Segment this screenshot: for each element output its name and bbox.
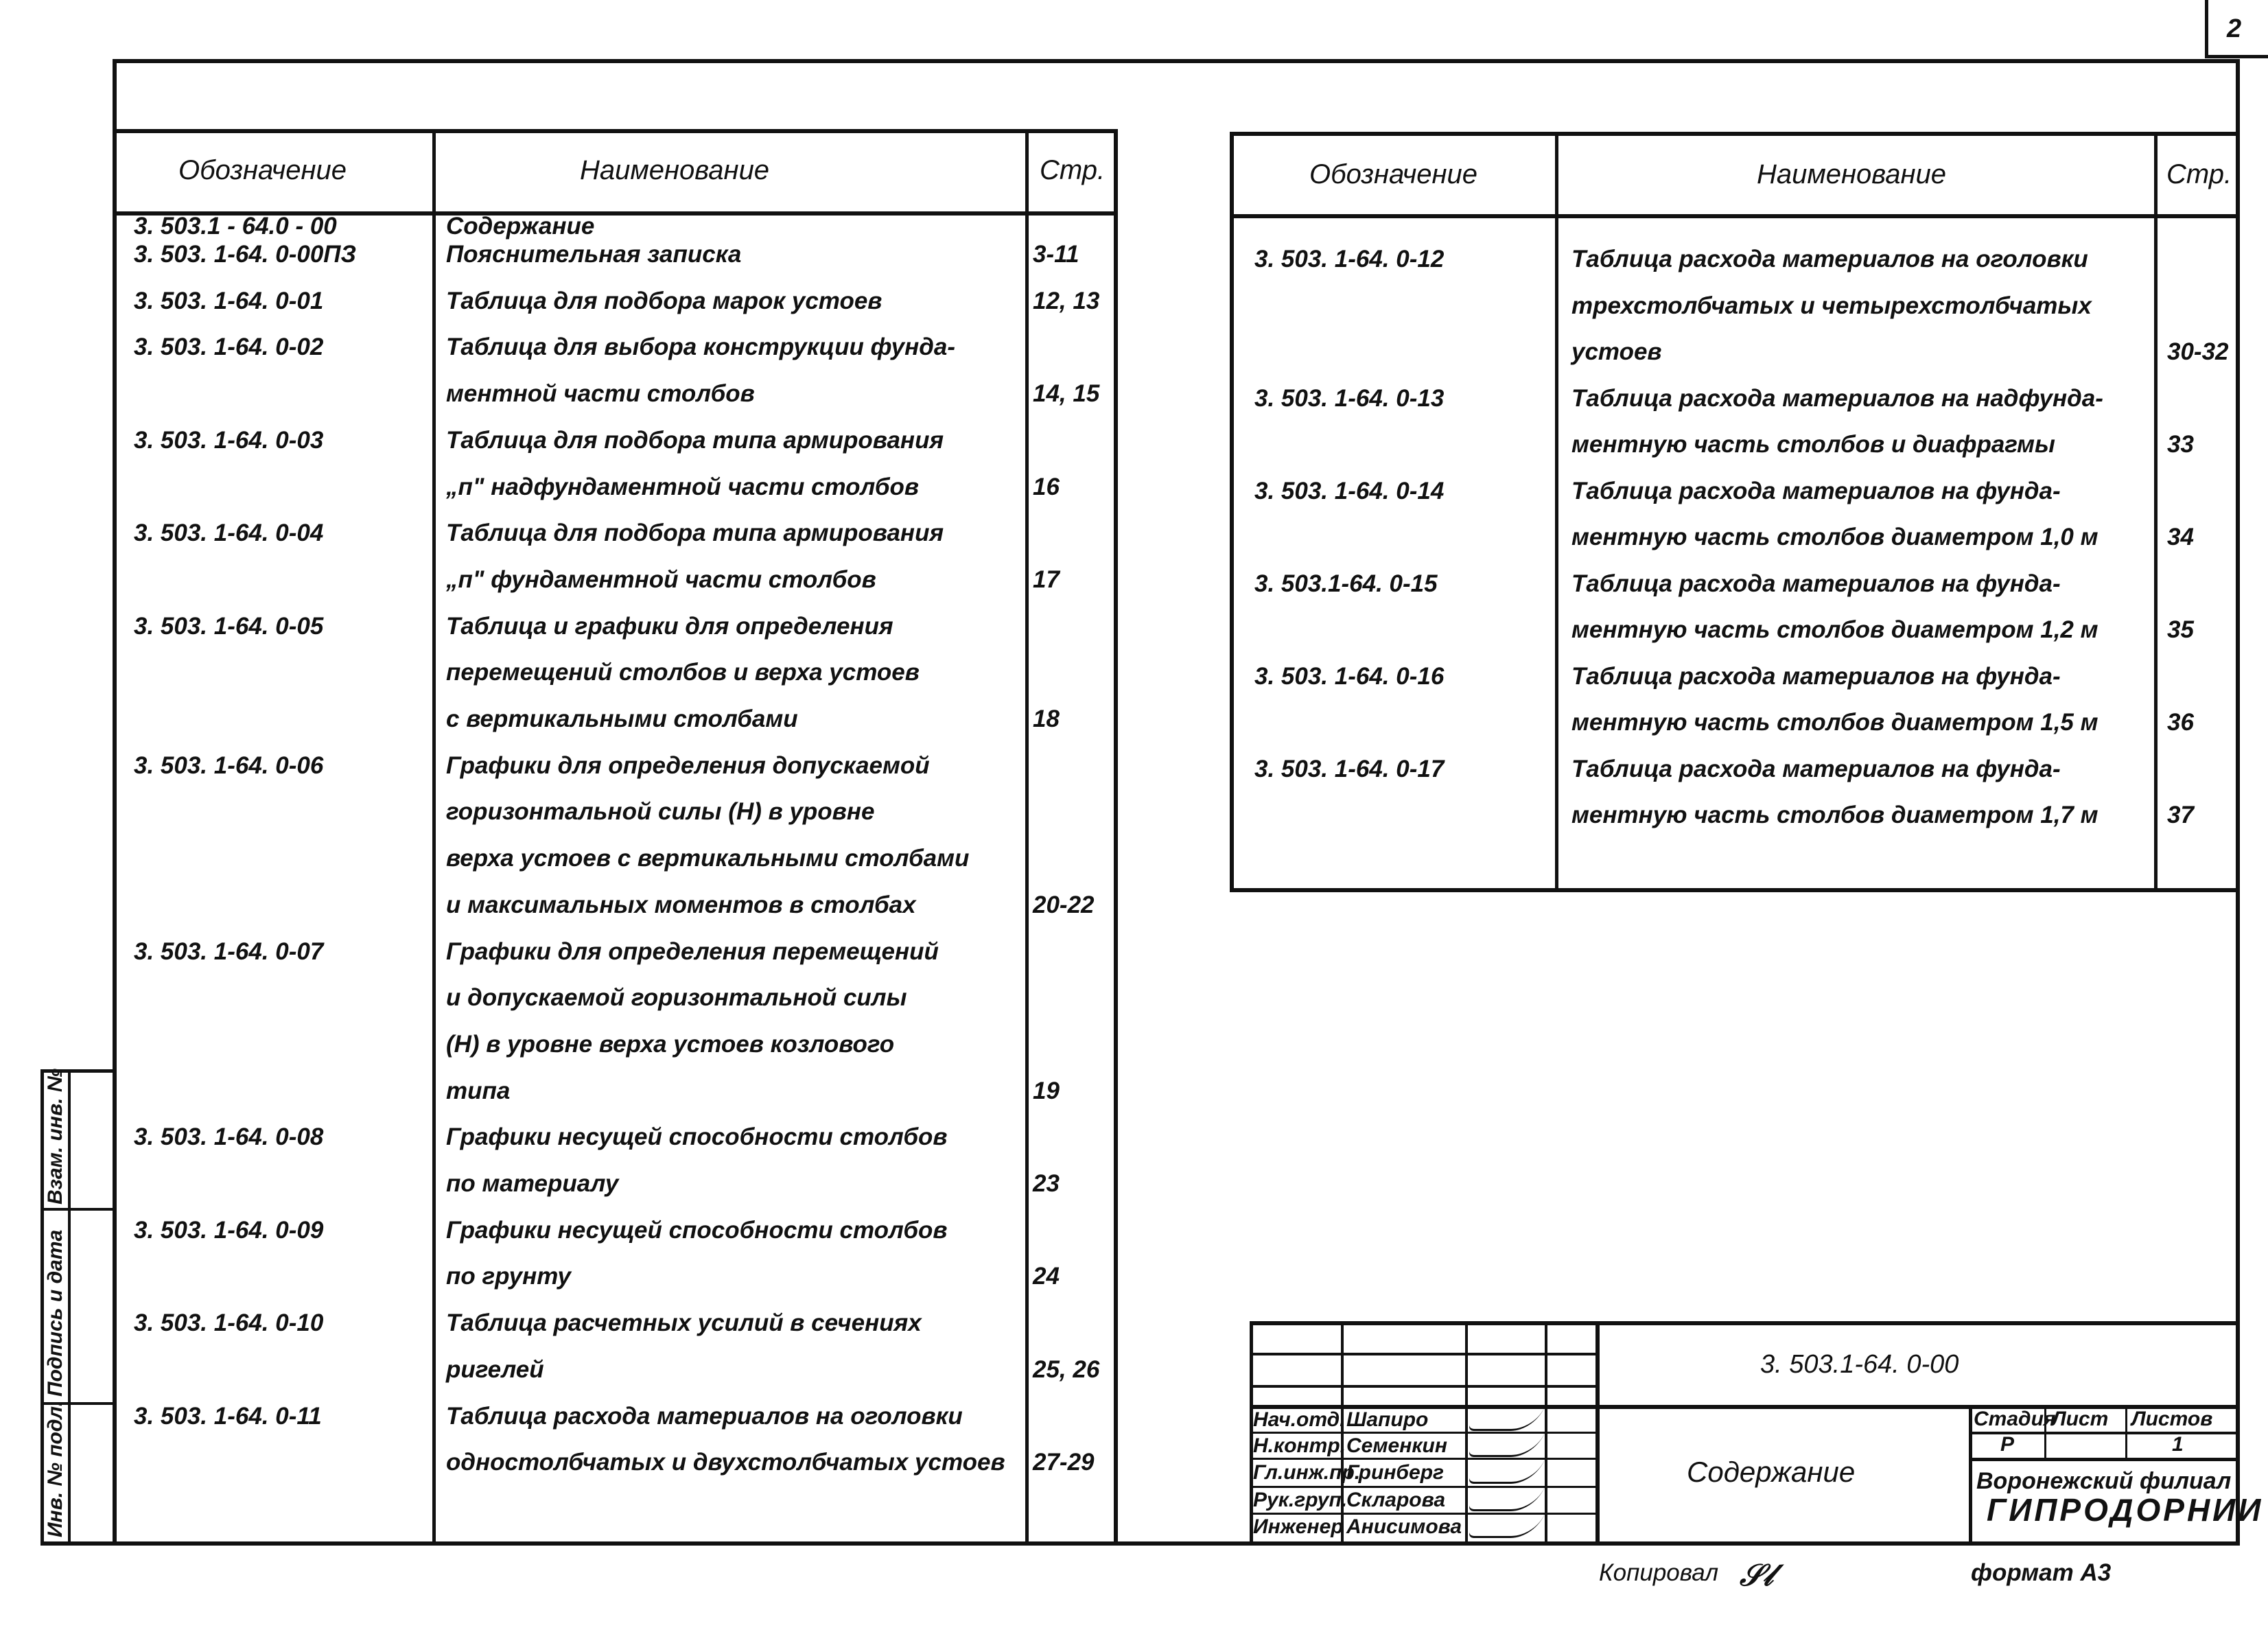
entry-name-line: горизонтальной силы (Н) в уровне [446, 798, 875, 826]
entry-name-line: Таблица расхода материалов на фунда- [1571, 662, 2061, 690]
entry-name-line: Содержание [446, 213, 595, 240]
organization-branch: Воронежский филиал [1976, 1468, 2232, 1494]
entry-page: 34 [2167, 524, 2194, 550]
entry-name-line: Таблица расхода материалов на оголовки [446, 1402, 963, 1430]
staff-role: Нач.отд. [1253, 1408, 1346, 1431]
entry-code: 3. 503. 1-64. 0-01 [134, 287, 324, 314]
signature-icon [1467, 1406, 1545, 1431]
entry-page: 33 [2167, 431, 2194, 458]
entry-code: 3. 503. 1-64. 0-05 [134, 612, 324, 640]
entry-code: 3. 503. 1-64. 0-02 [134, 334, 324, 361]
entry-page: 36 [2167, 709, 2194, 736]
entry-page: 25, 26 [1033, 1355, 1100, 1383]
entry-name-line: ментной части столбов [446, 380, 755, 408]
right-table-header-name: Наименование [1757, 159, 1947, 189]
staff-name: Анисимова [1346, 1515, 1462, 1538]
entry-name-line: одностолбчатых и двухстолбчатых устоев [446, 1449, 1005, 1476]
sheets-label: Листов [2131, 1408, 2213, 1430]
entry-name-line: и допускаемой горизонтальной силы [446, 984, 907, 1012]
copied-by-label: Копировал [1599, 1559, 1719, 1586]
entry-page: 16 [1033, 473, 1060, 500]
entry-name-line: устоев [1571, 338, 1662, 365]
entry-name-line: перемещений столбов и верха устоев [446, 659, 920, 686]
staff-role: Инженер [1253, 1515, 1344, 1538]
entry-page: 12, 13 [1033, 287, 1100, 314]
entry-name-line: с вертикальными столбами [446, 706, 798, 732]
side-stamp-signature-date: Подпись и дата [44, 1229, 67, 1397]
left-table-header-name: Наименование [580, 155, 770, 185]
entry-code: 3. 503. 1-64. 0-17 [1254, 755, 1445, 782]
entry-code: 3. 503. 1-64. 0-07 [134, 938, 324, 965]
entry-code: 3. 503. 1-64. 0-08 [134, 1123, 324, 1151]
side-stamp-replacement: Взам. инв. № [44, 1068, 67, 1204]
entry-page: 18 [1033, 706, 1060, 732]
entry-name-line: „п" фундаментной части столбов [446, 566, 876, 593]
entry-name-line: Графики несущей способности столбов [446, 1216, 948, 1244]
sheets-value: 1 [2172, 1433, 2184, 1456]
entry-name-line: ментную часть столбов диаметром 1,0 м [1571, 524, 2099, 550]
right-table-header-page: Стр. [2166, 159, 2232, 189]
entry-page: 35 [2167, 616, 2194, 643]
entry-code: 3. 503. 1-64. 0-04 [134, 520, 324, 547]
entry-code: 3. 503. 1-64. 0-09 [134, 1216, 324, 1244]
left-table-header-code: Обозначение [178, 155, 347, 185]
entry-page: 20-22 [1033, 891, 1095, 918]
staff-role: Рук.груп. [1253, 1489, 1348, 1511]
staff-name: Скларова [1346, 1489, 1446, 1511]
entry-code: 3. 503.1 - 64.0 - 00 [134, 213, 337, 240]
entry-name-line: (Н) в уровне верха устоев козлового [446, 1030, 895, 1058]
entry-name-line: Таблица для подбора типа армирования [446, 426, 944, 454]
entry-page: 23 [1033, 1170, 1060, 1197]
title-block-title: Содержание [1687, 1456, 1856, 1488]
entry-name-line: Пояснительная записка [446, 241, 742, 268]
sheet-format: формат А3 [1971, 1559, 2112, 1586]
signature-icon [1467, 1513, 1545, 1538]
entry-name-line: Графики несущей способности столбов [446, 1123, 948, 1151]
entry-name-line: Графики для определения перемещений [446, 938, 939, 965]
staff-name: Гринберг [1346, 1461, 1445, 1484]
entry-code: 3. 503. 1-64. 0-11 [134, 1402, 322, 1430]
sheet-number: 2 [2227, 14, 2242, 43]
entry-name-line: Таблица и графики для определения [446, 612, 893, 640]
entry-name-line: Таблица для подбора марок устоев [446, 287, 882, 314]
entry-name-line: Таблица для выбора конструкции фунда- [446, 334, 956, 361]
entry-name-line: „п" надфундаментной части столбов [446, 473, 920, 500]
signature-icon [1467, 1458, 1545, 1484]
entry-code: 3. 503. 1-64. 0-16 [1254, 662, 1445, 690]
entry-name-line: по материалу [446, 1170, 619, 1197]
entry-page: 37 [2167, 802, 2194, 828]
signature-icon [1467, 1432, 1545, 1457]
entry-page: 27-29 [1033, 1449, 1095, 1476]
entry-name-line: Таблица расхода материалов на надфунда- [1571, 384, 2103, 412]
signature-icon [1467, 1486, 1545, 1511]
entry-page: 30-32 [2167, 338, 2229, 365]
entry-page: 24 [1033, 1263, 1060, 1290]
entry-name-line: Графики для определения допускаемой [446, 752, 930, 779]
entry-code: 3. 503. 1-64. 0-10 [134, 1309, 324, 1337]
entry-name-line: трехстолбчатых и четырехстолбчатых [1571, 292, 2092, 319]
entry-page: 17 [1033, 566, 1060, 593]
copier-signature-icon: 𝒮𝓁 [1740, 1558, 1773, 1593]
entry-name-line: Таблица расчетных усилий в сечениях [446, 1309, 922, 1337]
entry-name-line: Таблица расхода материалов на оголовки [1571, 246, 2088, 272]
entry-name-line: ментную часть столбов диаметром 1,7 м [1571, 802, 2099, 828]
entry-name-line: Таблица расхода материалов на фунда- [1571, 570, 2061, 597]
entry-code: 3. 503. 1-64. 0-03 [134, 426, 324, 454]
entry-name-line: ментную часть столбов диаметром 1,2 м [1571, 616, 2099, 643]
staff-role: Н.контр. [1253, 1434, 1346, 1457]
entry-name-line: ментную часть столбов и диафрагмы [1571, 431, 2055, 458]
entry-code: 3. 503. 1-64. 0-12 [1254, 246, 1445, 272]
staff-name: Семенкин [1346, 1434, 1447, 1457]
entry-name-line: ментную часть столбов диаметром 1,5 м [1571, 709, 2099, 736]
entry-name-line: Таблица расхода материалов на фунда- [1571, 755, 2061, 782]
staff-name: Шапиро [1346, 1408, 1429, 1431]
stage-label: Стадия [1974, 1408, 2056, 1430]
entry-name-line: типа [446, 1077, 511, 1104]
sheet-label: Лист [2052, 1408, 2109, 1430]
entry-code: 3. 503.1-64. 0-15 [1254, 570, 1438, 597]
staff-role: Гл.инж.пр. [1253, 1461, 1361, 1484]
entry-name-line: и максимальных моментов в столбах [446, 891, 916, 918]
entry-page: 14, 15 [1033, 380, 1100, 408]
entry-name-line: Таблица для подбора типа армирования [446, 520, 944, 547]
left-table-header-page: Стр. [1040, 155, 1106, 185]
entry-name-line: верха устоев с вертикальными столбами [446, 845, 970, 872]
entry-code: 3. 503. 1-64. 0-14 [1254, 477, 1445, 504]
entry-name-line: по грунту [446, 1263, 571, 1290]
entry-code: 3. 503. 1-64. 0-13 [1254, 384, 1445, 412]
document-code: 3. 503.1-64. 0-00 [1760, 1350, 1959, 1379]
entry-page: 3-11 [1033, 241, 1079, 268]
right-table-header-code: Обозначение [1309, 159, 1478, 189]
side-stamp-original-inv: Инв. № подл. [44, 1400, 67, 1537]
entry-page: 19 [1033, 1077, 1060, 1104]
entry-code: 3. 503. 1-64. 0-06 [134, 752, 324, 779]
organization-name: ГИПРОДОРНИИ [1987, 1492, 2264, 1528]
entry-code: 3. 503. 1-64. 0-00ПЗ [134, 241, 356, 268]
entry-name-line: ригелей [446, 1355, 544, 1383]
entry-name-line: Таблица расхода материалов на фунда- [1571, 477, 2061, 504]
stage-value: Р [2000, 1433, 2015, 1456]
